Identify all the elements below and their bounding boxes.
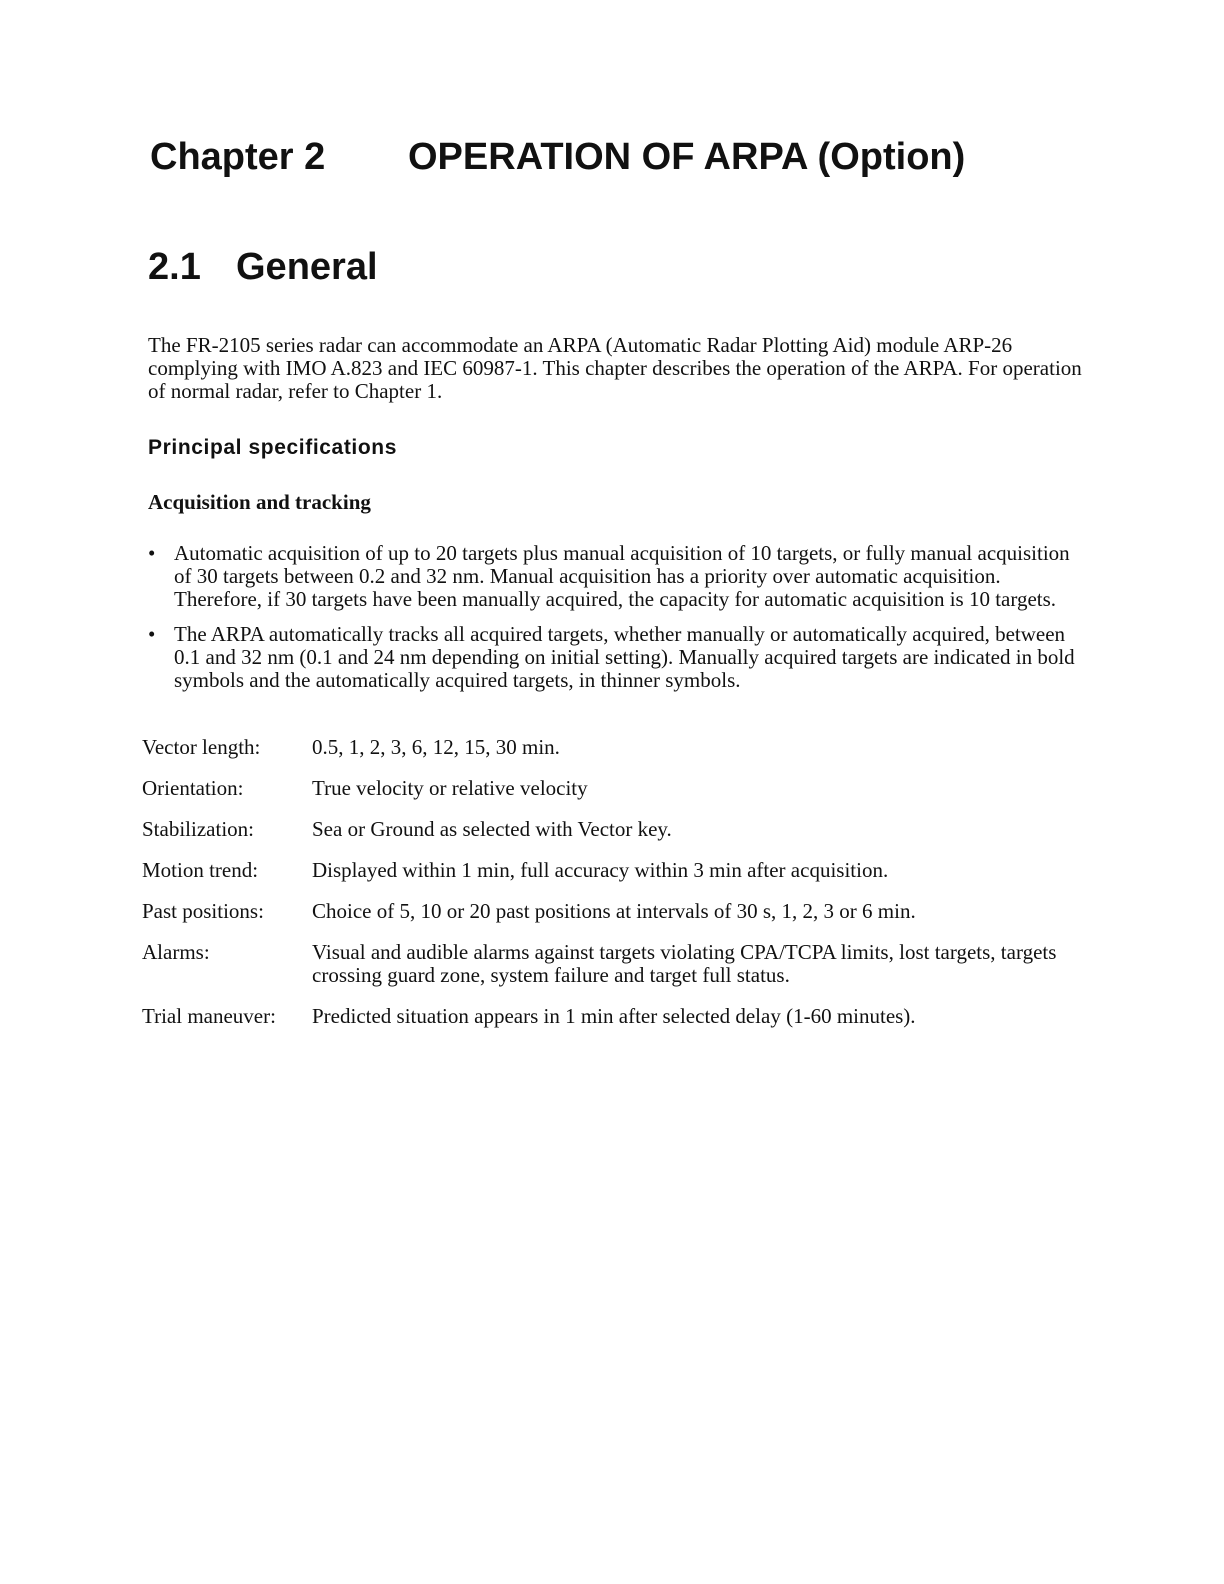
bullet-text: The ARPA automatically tracks all acquired targets, whether manually or automatically acquired, between 0.1 and 32 nm (0.1 and 24 nm depending on initial setting). Manually acquired targets are indicated in bold symbols and the automatically acquired targets, in thinner symbols. bbox=[174, 622, 1075, 692]
spec-value: Sea or Ground as selected with Vector key. bbox=[312, 817, 672, 841]
bullet-text: Automatic acquisition of up to 20 targets plus manual acquisition of 10 targets, or fully manual acquisition of 30 targets between 0.2 and 32 nm. Manual acquisition has a priority over automatic acquisition. Therefore, if 30 targets have been manually acquired, the capacity for automatic acquisition is 10 targets. bbox=[174, 541, 1070, 611]
spec-label: Past positions: bbox=[142, 899, 264, 923]
bullet-icon: • bbox=[148, 622, 156, 646]
acquisition-heading: Acquisition and tracking bbox=[148, 490, 371, 514]
spec-label: Alarms: bbox=[142, 940, 210, 964]
chapter-title bbox=[150, 136, 965, 179]
spec-label: Motion trend: bbox=[142, 858, 259, 882]
spec-row-alarms bbox=[142, 941, 1092, 987]
chapter-number: Chapter 2 bbox=[150, 136, 326, 178]
principal-specifications-heading: Principal specifications bbox=[148, 436, 397, 459]
spec-value: Predicted situation appears in 1 min after selected delay (1-60 minutes). bbox=[312, 1004, 916, 1028]
section-title bbox=[148, 246, 378, 289]
spec-row-vector-length bbox=[142, 736, 1092, 759]
spec-label: Vector length: bbox=[142, 735, 261, 759]
spec-table bbox=[142, 736, 1092, 1046]
section-name: General bbox=[236, 246, 378, 288]
spec-value: 0.5, 1, 2, 3, 6, 12, 15, 30 min. bbox=[312, 735, 560, 759]
section-number: 2.1 bbox=[148, 246, 201, 288]
list-item bbox=[148, 542, 1088, 611]
spec-label: Orientation: bbox=[142, 776, 244, 800]
spec-row-trial-maneuver bbox=[142, 1005, 1092, 1028]
spec-value: Visual and audible alarms against targets violating CPA/TCPA limits, lost targets, targets crossing guard zone, system failure and target full status. bbox=[312, 940, 1057, 987]
spec-row-orientation bbox=[142, 777, 1092, 800]
spec-row-stabilization bbox=[142, 818, 1092, 841]
spec-label: Trial maneuver: bbox=[142, 1004, 276, 1028]
spec-value: Displayed within 1 min, full accuracy within 3 min after acquisition. bbox=[312, 858, 889, 882]
spec-row-past-positions bbox=[142, 900, 1092, 923]
list-item bbox=[148, 623, 1088, 692]
spec-row-motion-trend bbox=[142, 859, 1092, 882]
chapter-name: OPERATION OF ARPA (Option) bbox=[408, 136, 966, 178]
bullet-icon: • bbox=[148, 541, 156, 565]
spec-value: True velocity or relative velocity bbox=[312, 776, 588, 800]
spec-value: Choice of 5, 10 or 20 past positions at intervals of 30 s, 1, 2, 3 or 6 min. bbox=[312, 899, 916, 923]
acquisition-bullet-list bbox=[148, 542, 1088, 704]
intro-paragraph: The FR-2105 series radar can accommodate an ARPA (Automatic Radar Plotting Aid) module ARP-26 complying with IMO A.823 and IEC 60987-1. This chapter describes the operation of the ARPA. For operation of normal radar, refer to Chapter 1. bbox=[148, 333, 1082, 403]
spec-label: Stabilization: bbox=[142, 817, 254, 841]
